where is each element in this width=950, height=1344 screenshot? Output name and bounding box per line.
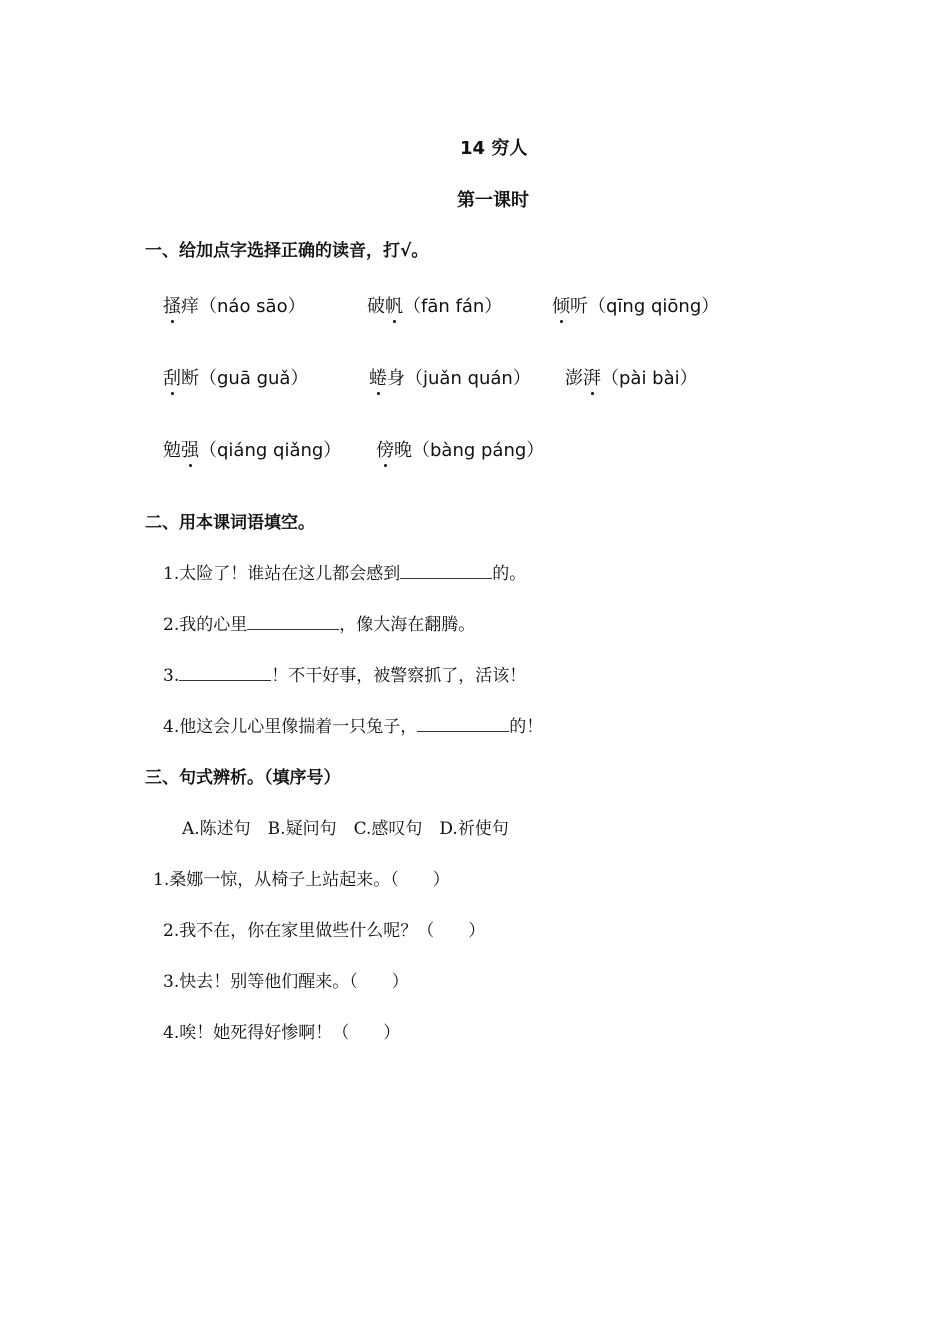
dotted-char: 帆	[385, 292, 403, 318]
sentence-item: 4.唉！她死得好惨啊！（ ）	[163, 1023, 401, 1043]
answer-blank[interactable]	[179, 666, 271, 681]
sentence-item: 2.我不在，你在家里做些什么呢？（ ）	[163, 921, 486, 941]
answer-blank[interactable]	[417, 717, 509, 732]
page-subtitle: 第一课时	[457, 190, 529, 211]
page-title: 14 穷人	[460, 138, 528, 159]
fill-item: 1.太险了！谁站在这儿都会感到 的。	[163, 564, 527, 584]
dotted-char: 倾	[552, 292, 570, 318]
sentence-item: 3.快去！别等他们醒来。（ ）	[163, 972, 409, 992]
pinyin-item: 蜷身（juǎn quán）	[369, 364, 531, 390]
section2-heading: 二、用本课词语填空。	[145, 513, 315, 533]
fill-item: 3. ！不干好事，被警察抓了，活该！	[163, 666, 527, 686]
dotted-char: 强	[181, 436, 199, 462]
dotted-char: 搔	[163, 292, 181, 318]
pinyin-item: 倾听（qīng qiōng）	[552, 292, 719, 318]
section1-heading: 一、给加点字选择正确的读音，打√。	[145, 241, 429, 261]
sentence-item: 1.桑娜一惊，从椅子上站起来。（ ）	[153, 870, 450, 890]
pinyin-item: 刮断（guā guǎ）	[163, 364, 308, 390]
pinyin-item: 破帆（fān fán）	[367, 292, 502, 318]
pinyin-item: 傍晚（bàng páng）	[376, 436, 544, 462]
pinyin-item: 澎湃（pài bài）	[565, 364, 698, 390]
dotted-char: 傍	[376, 436, 394, 462]
section3-heading: 三、句式辨析。（填序号）	[145, 768, 341, 788]
sentence-type-options: A.陈述句 B.疑问句 C.感叹句 D.祈使句	[182, 819, 509, 839]
dotted-char: 湃	[583, 364, 601, 390]
answer-blank[interactable]	[400, 564, 492, 579]
dotted-char: 蜷	[369, 364, 387, 390]
dotted-char: 刮	[163, 364, 181, 390]
fill-item: 2.我的心里 ，像大海在翻腾。	[163, 615, 476, 635]
answer-blank[interactable]	[247, 615, 339, 630]
pinyin-item: 搔痒（náo sāo）	[163, 292, 306, 318]
pinyin-item: 勉强（qiáng qiǎng）	[163, 436, 341, 462]
fill-item: 4.他这会儿心里像揣着一只兔子， 的！	[163, 717, 544, 737]
